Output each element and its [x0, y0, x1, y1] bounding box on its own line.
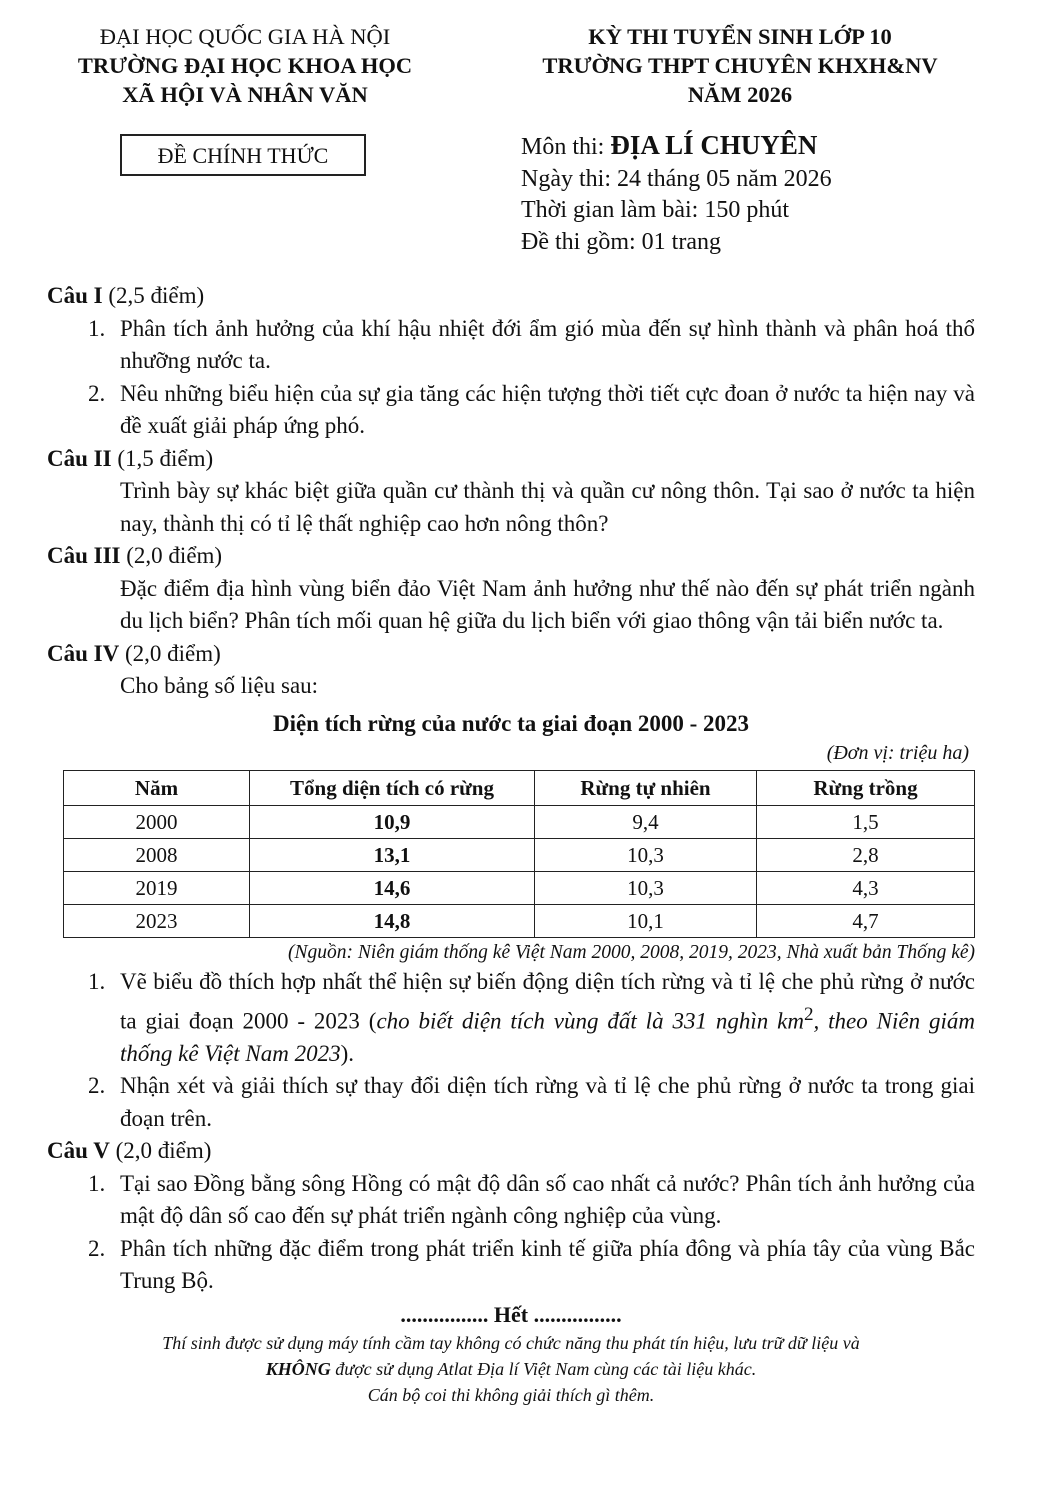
- table-row: [64, 839, 975, 872]
- item-number: 2.: [88, 1235, 106, 1261]
- question-4-item-1: [47, 966, 975, 1070]
- question-5-label: Câu V: [47, 1138, 110, 1164]
- question-2-text: Trình bày sự khác biệt giữa quần cư thành thị và quần cư nông thôn. Tại sao ở nước ta hiện nay, thành thị có tỉ lệ thất nghiệp cao hơn nông thôn?: [120, 478, 975, 536]
- column-header-planted: Rừng trồng: [757, 771, 975, 806]
- official-label: ĐỀ CHÍNH THỨC: [120, 134, 366, 176]
- school-name-line1: TRƯỜNG ĐẠI HỌC KHOA HỌC: [77, 53, 413, 78]
- exam-school: TRƯỜNG THPT CHUYÊN KHXH&NV: [542, 53, 938, 78]
- exam-date: Ngày thi: 24 tháng 05 năm 2026: [521, 165, 832, 192]
- table-title: Diện tích rừng của nước ta giai đoạn 2000 - 2023: [272, 710, 750, 736]
- cell-planted: 1,5: [757, 806, 975, 839]
- question-5-item-1: [47, 1168, 975, 1233]
- item-number: 1.: [88, 315, 106, 341]
- item-text: Nêu những biểu hiện của sự gia tăng các hiện tượng thời tiết cực đoan ở nước ta hiện nay và đề xuất giải pháp ứng phó.: [120, 380, 975, 438]
- cell-natural: 10,3: [535, 839, 757, 872]
- item-text: Nhận xét và giải thích sự thay đổi diện tích rừng và tỉ lệ che phủ rừng ở nước ta trong giai đoạn trên.: [120, 1073, 975, 1131]
- question-2-title: [47, 443, 975, 476]
- question-3-text: Đặc điểm địa hình vùng biển đảo Việt Nam ảnh hưởng như thế nào đến sự phát triển ngành du lịch biển? Phân tích mối quan hệ giữa du lịch biển với giao thông vận tải biển nước ta.: [120, 575, 975, 633]
- cell-natural: 9,4: [535, 806, 757, 839]
- forest-area-table: [63, 770, 975, 938]
- end-marker: ................ Hết ................: [400, 1301, 622, 1327]
- cell-planted: 4,7: [757, 905, 975, 938]
- question-1-title: [47, 280, 975, 313]
- note-line-1: Thí sinh được sử dụng máy tính cầm tay không có chức năng thu phát tín hiệu, lưu trữ dữ liệu và: [162, 1332, 860, 1353]
- item-text-italic: cho biết diện tích vùng đất là 331 nghìn km: [376, 1008, 804, 1034]
- item-text-part: ).: [340, 1040, 355, 1066]
- cell-year: 2019: [64, 872, 250, 905]
- exam-year: NĂM 2026: [687, 82, 793, 107]
- item-number: 1.: [88, 969, 106, 994]
- question-1-label: Câu I: [47, 283, 103, 308]
- school-name-line2: XÃ HỘI VÀ NHÂN VĂN: [122, 82, 368, 107]
- table-header-row: [64, 771, 975, 806]
- question-4-points: (2,0 điểm): [119, 640, 221, 666]
- header-left: [40, 22, 450, 109]
- question-4-label: Câu IV: [47, 640, 120, 666]
- item-number: 2.: [88, 1073, 106, 1099]
- cell-planted: 2,8: [757, 839, 975, 872]
- table-row: [64, 872, 975, 905]
- item-text: [120, 966, 975, 1070]
- question-3-points: (2,0 điểm): [120, 543, 223, 568]
- exam-duration: Thời gian làm bài: 150 phút: [521, 197, 789, 223]
- note-text: được sử dụng Atlat Địa lí Việt Nam cùng các tài liệu khác.: [330, 1358, 757, 1379]
- table-unit: (Đơn vị: triệu ha): [826, 742, 969, 764]
- question-2-points: (1,5 điểm): [111, 445, 214, 471]
- cell-natural: 10,1: [535, 905, 757, 938]
- question-4-title: [47, 638, 975, 671]
- note-line-2: [47, 1356, 975, 1382]
- table-row: [64, 806, 975, 839]
- exam-name: KỲ THI TUYỂN SINH LỚP 10: [588, 24, 892, 49]
- question-1-item-1: [47, 313, 975, 378]
- header-right: [505, 22, 975, 109]
- cell-planted: 4,3: [757, 872, 975, 905]
- item-text: Tại sao Đồng bằng sông Hồng có mật độ dân số cao nhất cả nước? Phân tích ảnh hưởng của mật độ dân số cao đến sự phát triển ngành công nghiệp của vùng.: [120, 1170, 975, 1229]
- note-emphasis: KHÔNG: [265, 1358, 331, 1379]
- cell-total: 13,1: [250, 839, 535, 872]
- question-2-label: Câu II: [47, 445, 112, 471]
- question-5-title: [47, 1135, 975, 1168]
- cell-year: 2023: [64, 905, 250, 938]
- item-text-italic: , theo Niên giám thống kê Việt Nam 2023: [120, 1008, 975, 1066]
- column-header-natural: Rừng tự nhiên: [535, 771, 757, 806]
- cell-year: 2000: [64, 806, 250, 839]
- question-4-intro: Cho bảng số liệu sau:: [120, 673, 319, 698]
- item-text: Phân tích những đặc điểm trong phát triển kinh tế giữa phía đông và phía tây của vùng Bắc Trung Bộ.: [120, 1235, 975, 1294]
- exam-pages: Đề thi gồm: 01 trang: [521, 228, 721, 255]
- cell-year: 2008: [64, 839, 250, 872]
- table-source: (Nguồn: Niên giám thống kê Việt Nam 2000, 2008, 2019, 2023, Nhà xuất bản Thống kê): [288, 942, 975, 963]
- exam-info: [521, 130, 832, 258]
- item-text-part: Vẽ biểu đồ thích hợp nhất thể hiện sự biến động diện tích rừng và tỉ lệ che phủ rừng ở nước ta giai đoạn 2000 - 2023 (: [120, 969, 975, 1034]
- superscript: 2: [803, 1003, 814, 1025]
- column-header-year: Năm: [64, 771, 250, 806]
- item-text: Phân tích ảnh hưởng của khí hậu nhiệt đới ẩm gió mùa đến sự hình thành và phân hoá thổ nhưỡng nước ta.: [120, 315, 975, 373]
- item-number: 2.: [88, 380, 106, 406]
- column-header-total: Tổng diện tích có rừng: [250, 771, 535, 806]
- cell-natural: 10,3: [535, 872, 757, 905]
- subject-name: ĐỊA LÍ CHUYÊN: [610, 130, 818, 160]
- question-3-label: Câu III: [47, 543, 121, 568]
- question-5-item-2: [47, 1233, 975, 1298]
- question-1-item-2: [47, 378, 975, 443]
- subject-prefix: Môn thi:: [521, 134, 611, 160]
- table-row: [64, 905, 975, 938]
- cell-total: 14,8: [250, 905, 535, 938]
- cell-total: 10,9: [250, 806, 535, 839]
- cell-total: 14,6: [250, 872, 535, 905]
- exam-subject: [521, 130, 832, 164]
- exam-content: [47, 280, 975, 1408]
- question-1-points: (2,5 điểm): [102, 283, 205, 308]
- note-line-3: Cán bộ coi thi không giải thích gì thêm.: [367, 1384, 655, 1405]
- item-number: 1.: [88, 1170, 106, 1196]
- question-5-points: (2,0 điểm): [109, 1138, 212, 1164]
- university-name: ĐẠI HỌC QUỐC GIA HÀ NỘI: [99, 24, 391, 49]
- question-4-item-2: [47, 1070, 975, 1135]
- question-3-title: [47, 540, 975, 573]
